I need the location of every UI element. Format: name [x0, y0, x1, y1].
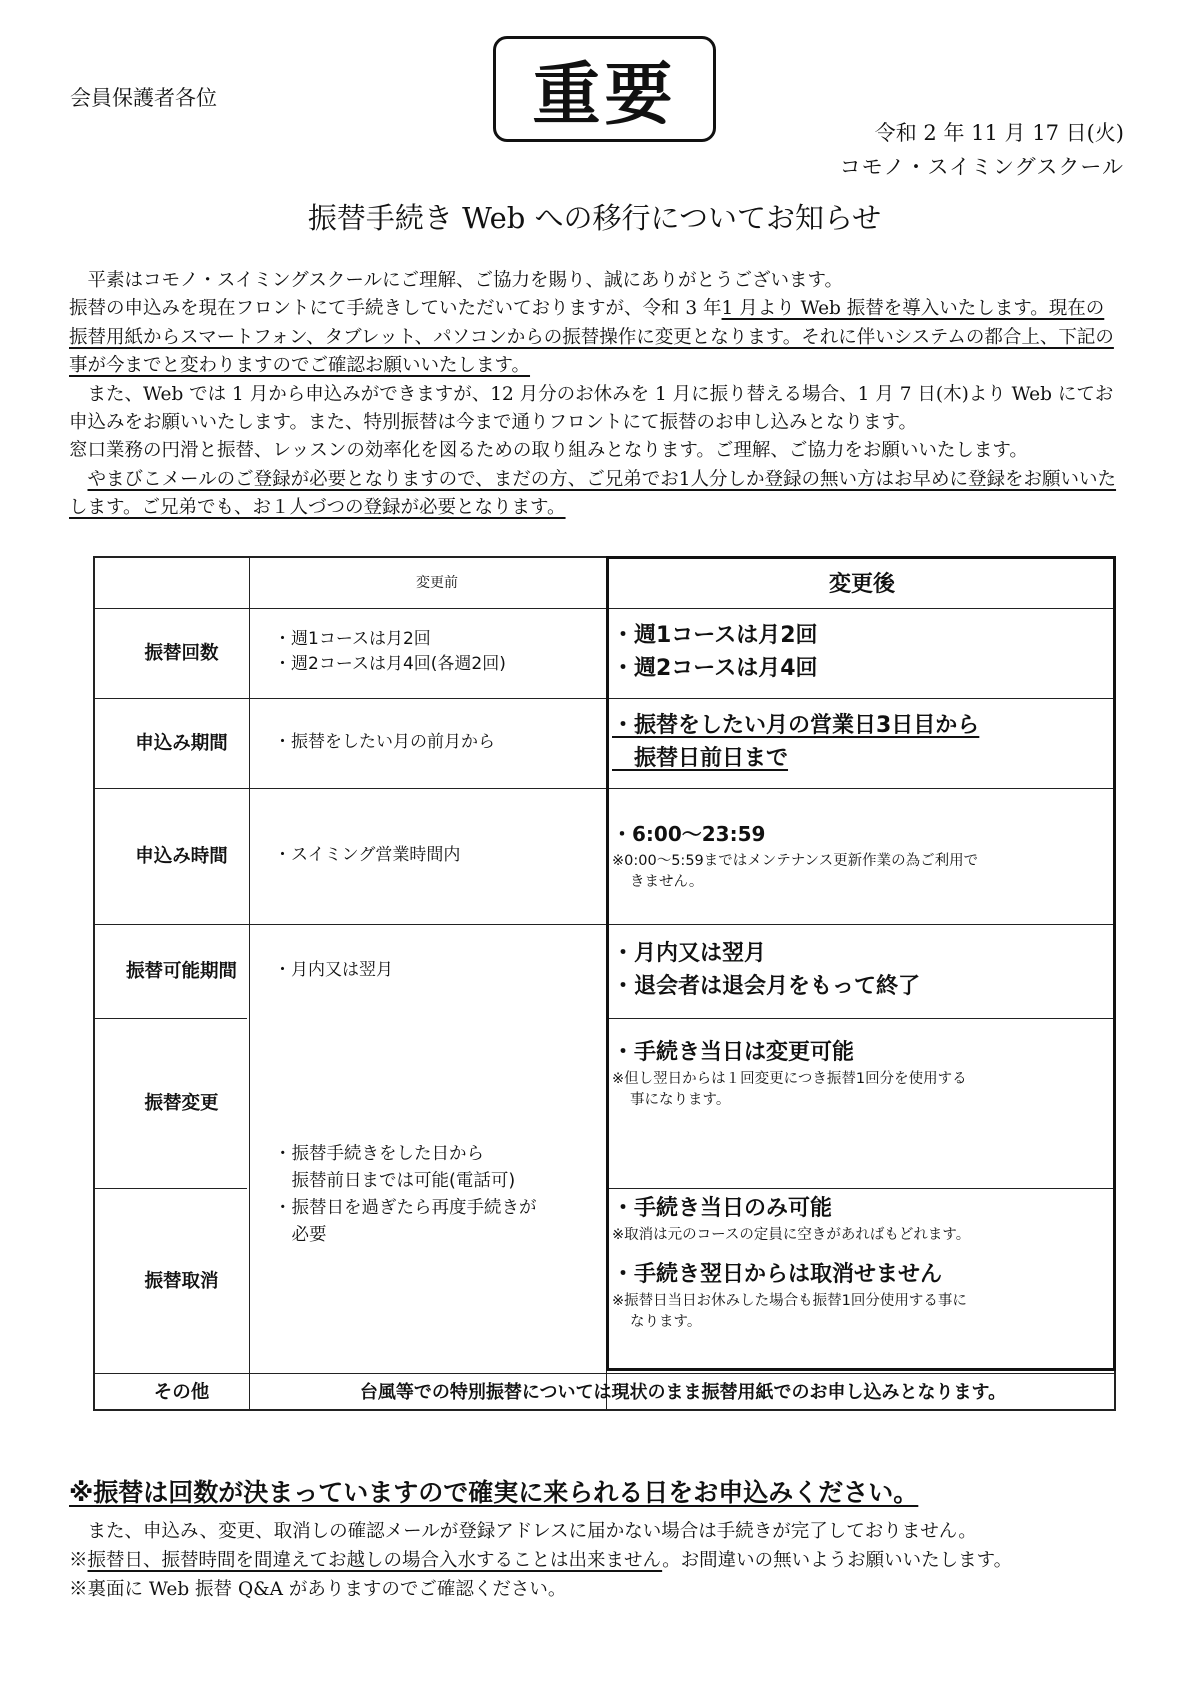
after-line: ・週1コースは月2回 [612, 623, 818, 648]
footer-line-2-underlined: 振替日、振替時間を間違えてお越しの場合入水することは出来ません [87, 1550, 663, 1571]
organization-name: コモノ・スイミングスクール [839, 155, 1124, 179]
before-line: ・週1コースは月2回 [274, 629, 431, 649]
after-note: ※但し翌日からは１回変更につき振替1回分を使用する [612, 1071, 967, 1087]
notice-title: 振替手続き Web への移行についてお知らせ [307, 201, 882, 235]
important-stamp [493, 36, 716, 142]
footer-line-2-rest: 。お間違いの無いようお願いいたします。 [662, 1550, 1013, 1571]
body-paragraph-4: 窓口業務の円滑と振替、レッスンの効率化を図るための取り組みとなります。ご理解、ご協力をお願いいたします。 [69, 440, 1028, 462]
header-before: 変更前 [416, 575, 458, 591]
row-label-time: 申込み時間 [135, 846, 228, 867]
after-line: ・手続き翌日からは取消せません [612, 1262, 943, 1287]
body-paragraph-2 [69, 295, 1119, 380]
row-label-other: その他 [153, 1382, 210, 1403]
after-line: 振替日前日まで [612, 746, 789, 771]
after-line: ・月内又は翌月 [612, 941, 767, 966]
after-line: ・手続き当日のみ可能 [612, 1196, 833, 1221]
after-note: ※振替日当日お休みした場合も振替1回分使用する事に [612, 1293, 967, 1309]
row-count-before [274, 608, 600, 696]
before-line: ・振替手続きをした日から [274, 1143, 484, 1164]
row-label-count: 振替回数 [144, 643, 219, 664]
before-line: ・スイミング営業時間内 [274, 844, 461, 865]
before-line: ・振替日を過ぎたら再度手続きが [274, 1197, 537, 1218]
before-line: ・週2コースは月4回(各週2回) [274, 654, 506, 674]
row-period-after [612, 698, 1112, 786]
row-label-period: 申込み期間 [135, 733, 228, 754]
before-line: ・振替をしたい月の前月から [274, 731, 495, 752]
after-note: ※取消は元のコースの定員に空きがあればもどれます。 [612, 1227, 971, 1243]
footer-line-2-mark: ※ [69, 1550, 88, 1571]
after-note: きません。 [630, 873, 704, 890]
issue-date: 令和 2 年 11 月 17 日(火) [874, 121, 1124, 145]
before-line: ・月内又は翌月 [274, 959, 393, 980]
after-line: ・振替をしたい月の営業日3日目から [612, 713, 980, 738]
after-line: ・週2コースは月4回 [612, 656, 818, 681]
footer-notes [69, 1473, 1129, 1604]
notice-body [69, 267, 1119, 523]
other-text: 台風等での特別振替については現状のまま振替用紙でのお申し込みとなります。 [359, 1382, 1007, 1403]
row-count-after [612, 608, 1112, 696]
row-range-after [612, 924, 1112, 1016]
row-change-after [612, 1018, 1112, 1168]
footer-line-1: また、申込み、変更、取消しの確認メールが登録アドレスに届かない場合は手続きが完了しておりません。 [87, 1521, 977, 1542]
after-note: なります。 [630, 1314, 702, 1330]
footer-main-notice: ※振替は回数が決まっていますので確実に来られる日をお申込みください。 [69, 1478, 919, 1507]
row-range-before [274, 924, 600, 1016]
header-after: 変更後 [828, 571, 895, 597]
row-time-before [274, 788, 600, 922]
body-paragraph-2-text: 振替の申込みを現在フロントにて手続きしていただいておりますが、令和 3 年 [69, 298, 722, 320]
after-line: ・手続き当日は変更可能 [612, 1040, 855, 1065]
row-label-change: 振替変更 [144, 1093, 219, 1114]
after-line: ・退会者は退会月をもって終了 [612, 974, 921, 999]
recipient-line: 会員保護者各位 [70, 86, 217, 110]
after-note: ※0:00～5:59まではメンテナンス更新作業の為ご利用で [612, 852, 979, 869]
before-line: 振替前日までは可能(電話可) [274, 1170, 516, 1191]
body-paragraph-1: 平素はコモノ・スイミングスクールにご理解、ご協力を賜り、誠にありがとうございます。 [87, 270, 844, 291]
row-period-before [274, 698, 600, 786]
row-label-cancel: 振替取消 [144, 1270, 219, 1292]
body-paragraph-3: また、Web では 1 月から申込みができますが、12 月分のお休みを 1 月に振り替える場合、1 月 7 日(木)より Web にてお申込みをお願いいたします。また、特別振替は今まで通りフロントにて振替のお申し込みとなります。 [69, 383, 1114, 434]
body-paragraph-5: やまびこメールのご登録が必要となりますので、まだの方、ご兄弟でお1人分しか登録の無い方はお早めに登録をお願いいたします。ご兄弟でも、お１人づつの登録が必要となります。 [69, 468, 1117, 519]
after-line: ・6:00～23:59 [612, 821, 766, 846]
footer-line-3: ※裏面に Web 振替 Q&A がありますのでご確認ください。 [69, 1579, 567, 1600]
row-time-after [612, 788, 1112, 922]
body-paragraph-2-underlined: 1 月より Web 振替を導入いたします。現在の振替用紙からスマートフォン、タブレット、パソコンからの振替操作に変更となります。それに伴いシステムの都合上、下記の事が今までと変わりますのでご確認お願いいたします。 [69, 298, 1114, 377]
before-line: 必要 [274, 1224, 327, 1245]
footer-line-2 [69, 1546, 1129, 1575]
row-cancel-after [612, 1188, 1112, 1371]
after-note: 事になります。 [630, 1092, 731, 1108]
row-label-range: 振替可能期間 [125, 961, 237, 982]
stamp-text: 重要 [532, 54, 677, 135]
merged-before-cell [274, 1018, 600, 1371]
